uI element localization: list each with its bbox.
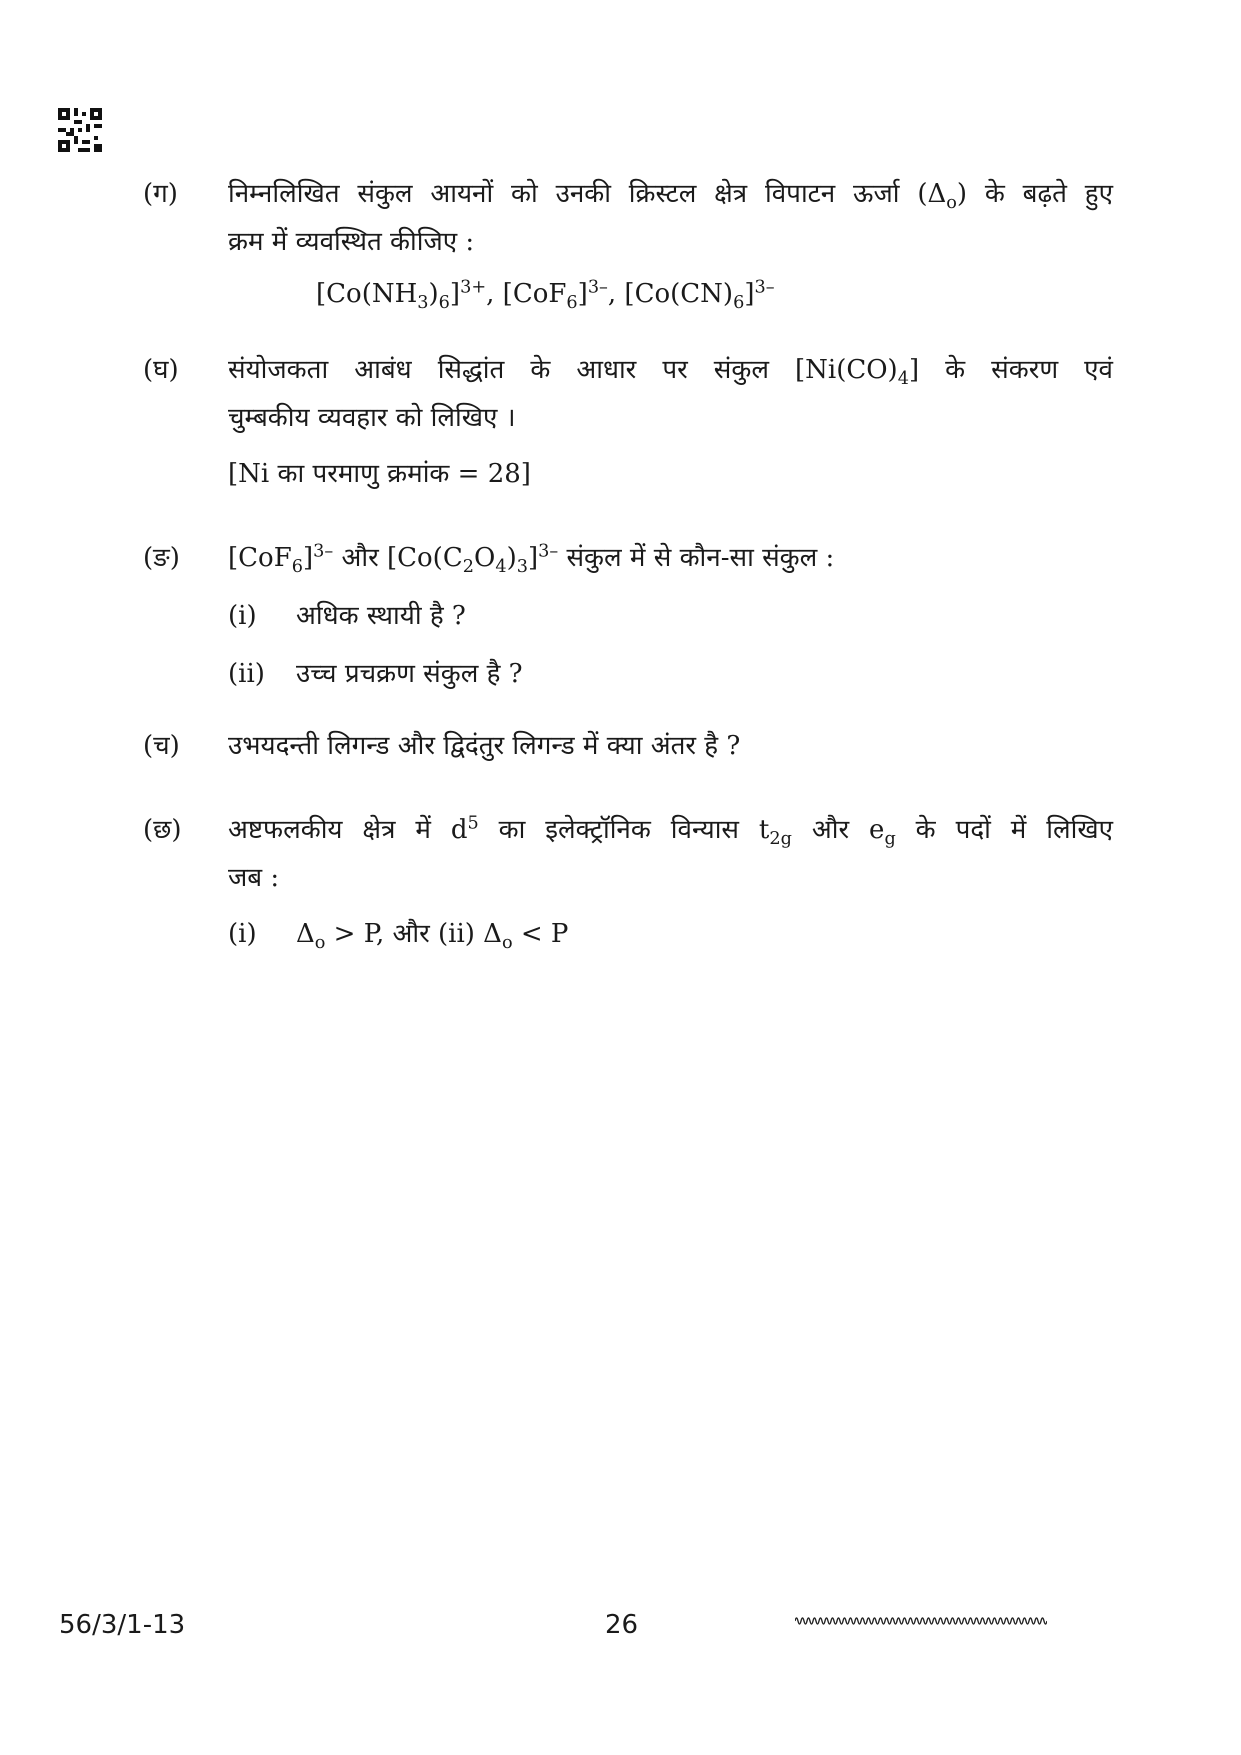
question-text-line: क्रम में व्यवस्थित कीजिए : [228, 227, 475, 257]
question-text-line: उभयदन्ती लिगन्ड और द्विदंतुर लिगन्ड में क्या अंतर है ? [228, 731, 741, 761]
question-text-line: $[CoF_6]^{3-}$ और $[Co(C_2O_4)_3]^{3-}$ संकुल में से कौन-सा संकुल : [228, 541, 835, 578]
question-label: (ङ) [143, 543, 180, 573]
question-text-line: निम्नलिखित संकुल आयनों को उनकी क्रिस्टल क्षेत्र विपाटन ऊर्जा $(\Delta_o)$ के बढ़ते हुए [228, 179, 1113, 214]
paper-code: 56/3/1-13 [59, 1610, 186, 1640]
sub-question: (i) अधिक स्थायी है ? [228, 601, 466, 631]
question-label: (छ) [143, 815, 182, 845]
page-number: 26 [605, 1610, 639, 1640]
question-label: (ग) [143, 179, 178, 209]
question-text-line: संयोजकता आबंध सिद्धांत के आधार पर संकुल $[Ni(CO)_4]$ के संकरण एवं [228, 355, 1114, 390]
question-text-line: चुम्बकीय व्यवहार को लिखिए । [228, 403, 516, 433]
atomic-number-note: [Ni का परमाणु क्रमांक = 28] [228, 459, 531, 489]
question-label: (च) [143, 731, 180, 761]
question-text-line: अष्टफलकीय क्षेत्र में $d^5$ का इलेक्ट्रॉनिक विन्यास $t_{2g}$ और $e_g$ के पदों में लिखिए [228, 813, 1114, 850]
sub-question: (i) $\Delta_o > P$, और (ii) $\Delta_o < P$ [228, 919, 569, 954]
question-text-line: जब : [228, 863, 280, 893]
qr-code-icon [58, 108, 102, 152]
wavy-line-decoration [795, 1613, 1047, 1629]
question-label: (घ) [143, 355, 179, 385]
sub-question: (ii) उच्च प्रचक्रण संकुल है ? [228, 659, 523, 689]
complex-ions-formula: $[Co(NH_3)_6]^{3+}$, $[CoF_6]^{3-}$, $[Co(CN)_6]^{3-}$ [316, 277, 775, 314]
